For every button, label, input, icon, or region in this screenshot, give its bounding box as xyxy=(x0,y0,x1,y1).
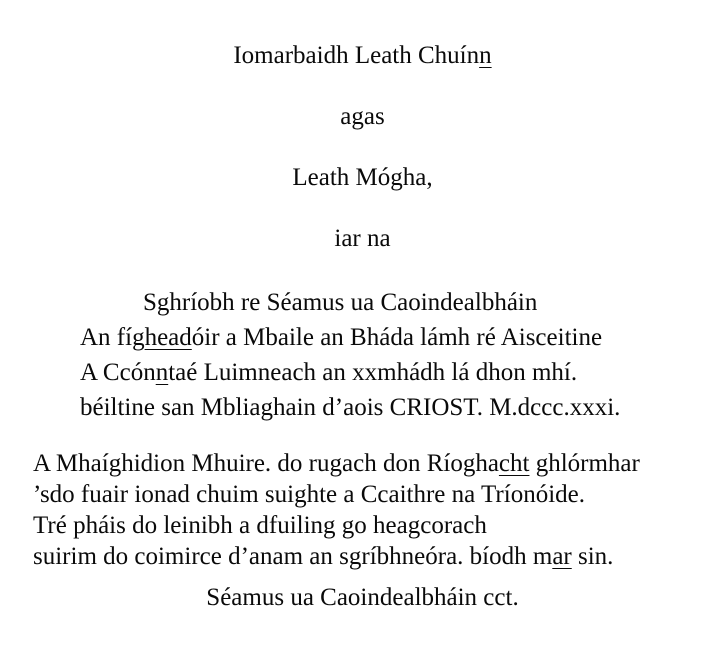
colophon-line-2-rest: óir a Mbaile an Bháda lámh ré Aisceitine xyxy=(191,324,603,351)
verse-line-1-rest: ghlórmhar xyxy=(529,450,640,477)
verse-line-1-underlined: cht xyxy=(498,450,530,477)
title-line-3-text: Leath Mógha, xyxy=(292,164,433,191)
colophon-stanza xyxy=(33,285,692,425)
colophon-line-3-text: A Ccón xyxy=(80,359,156,386)
verse-line-4 xyxy=(33,541,692,572)
title-line-4-text: iar na xyxy=(334,225,391,252)
colophon-line-2 xyxy=(33,320,692,355)
title-line-1-underlined: n xyxy=(479,42,492,69)
verse-line-3 xyxy=(33,510,692,541)
colophon-line-3-rest: taé Luimneach an xxmhádh lá dhon mhí. xyxy=(168,359,578,386)
verse-line-2-text: ’sdo fuair ionad chuim suighte a Ccaithre na Tríonóide. xyxy=(33,481,585,508)
colophon-line-4-text: béiltine san Mbliaghain d’aois CRIOST. M.dccc.xxxi. xyxy=(80,394,621,421)
signature-line xyxy=(33,582,692,613)
title-line-2-text: agas xyxy=(340,103,385,130)
verse-line-2 xyxy=(33,479,692,510)
verse-line-4-underlined: ar xyxy=(552,543,572,570)
verse-line-3-text: Tré pháis do leinibh a dfuiling go heagcorach xyxy=(33,512,487,539)
verse-line-1-text: A Mhaíghidion Mhuire. do rugach don Ríogha xyxy=(33,450,499,477)
verse-stanza xyxy=(33,448,692,572)
colophon-line-1 xyxy=(33,285,692,320)
colophon-line-2-underlined: head xyxy=(144,324,192,351)
title-line-3 xyxy=(33,163,692,193)
title-line-2 xyxy=(33,102,692,132)
signature-text: Séamus ua Caoindealbháin cct. xyxy=(206,584,519,611)
colophon-line-3 xyxy=(33,355,692,390)
verse-line-4-rest: sin. xyxy=(571,543,614,570)
colophon-line-2-text: An fíg xyxy=(80,324,145,351)
title-line-4 xyxy=(33,224,692,254)
verse-line-4-text: suirim do coimirce d’anam an sgríbhneóra. bíodh m xyxy=(33,543,553,570)
colophon-line-3-underlined: n xyxy=(155,359,169,386)
title-line-1 xyxy=(33,41,692,71)
colophon-line-1-text: Sghríobh re Séamus ua Caoindealbháin xyxy=(143,289,538,316)
verse-line-1 xyxy=(33,448,692,479)
colophon-line-4 xyxy=(33,390,692,425)
title-line-1-text: Iomarbaidh Leath Chuín xyxy=(233,42,480,69)
